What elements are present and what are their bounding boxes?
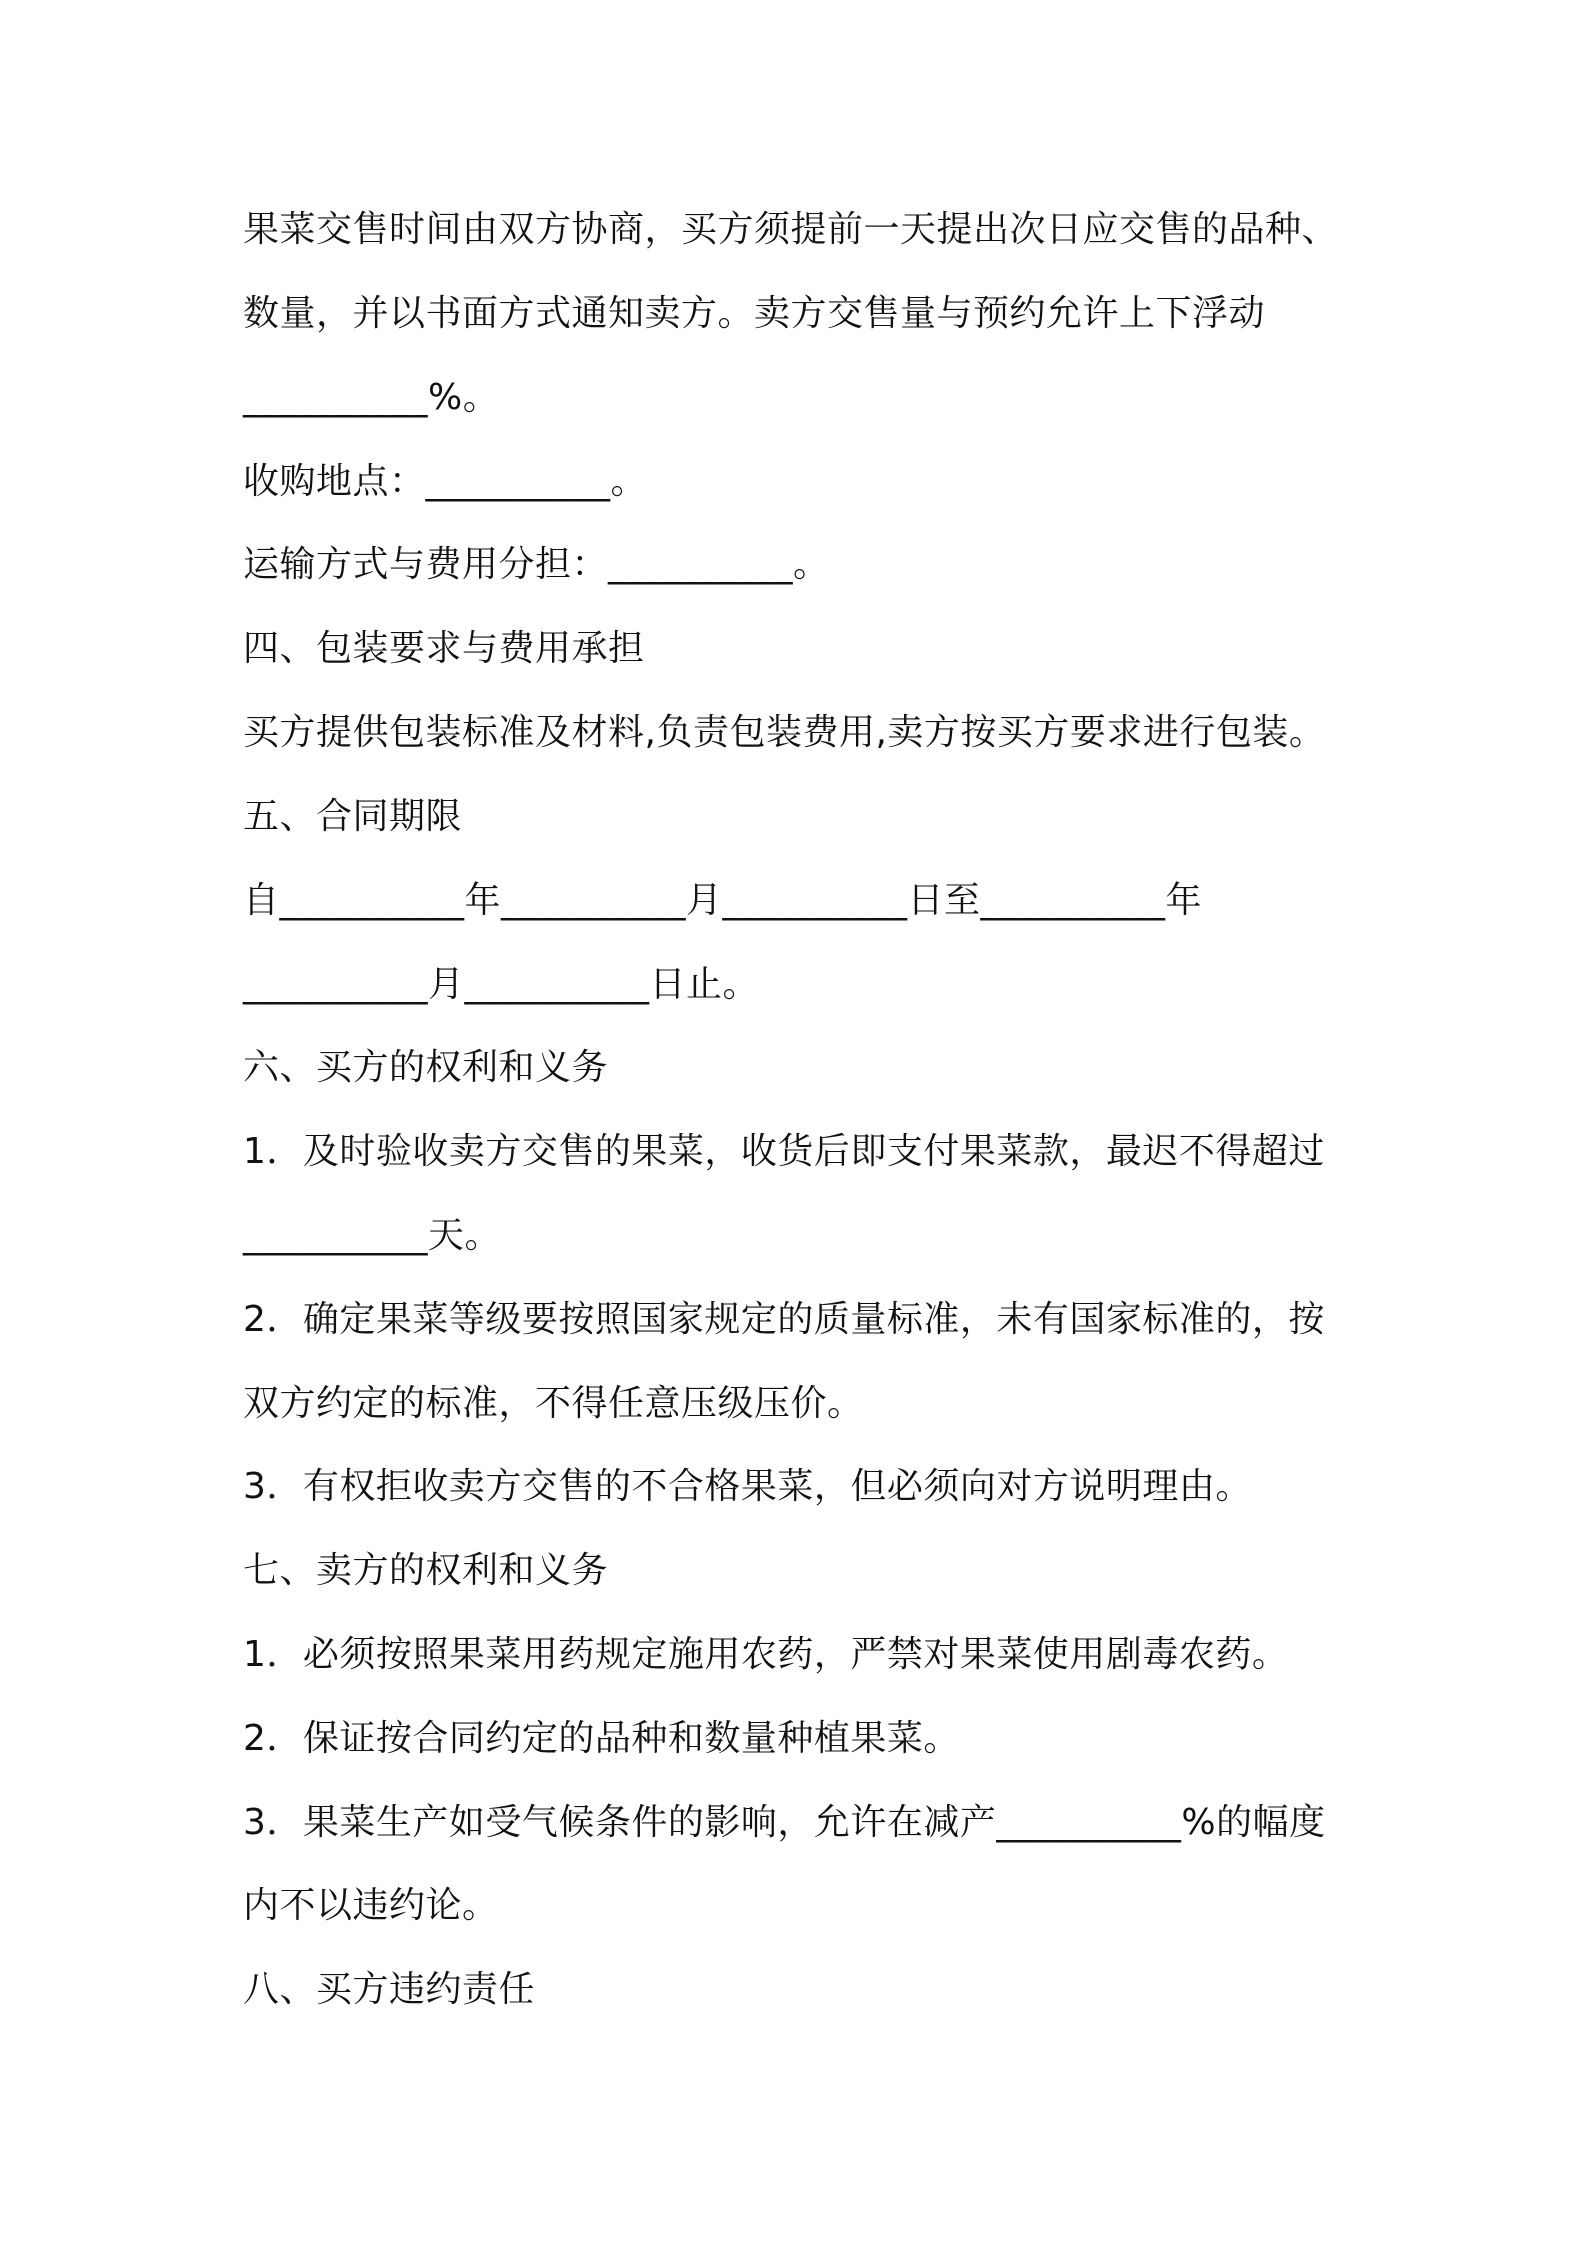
paragraph-line: 果菜交售时间由双方协商，买方须提前一天提出次日应交售的品种、 (243, 209, 1339, 250)
paragraph-line: 内不以违约论。 (243, 1885, 499, 1926)
paragraph-line: 1．必须按照果菜用药规定施用农药，严禁对果菜使用剧毒农药。 (243, 1634, 1289, 1675)
paragraph-line: __________月__________日止。 (243, 964, 760, 1005)
paragraph-line: 运输方式与费用分担：__________。 (243, 544, 830, 585)
paragraph-line: 2．保证按合同约定的品种和数量种植果菜。 (243, 1718, 960, 1759)
paragraph-line: 3．果菜生产如受气候条件的影响，允许在减产__________%的幅度 (243, 1802, 1326, 1843)
paragraph-line: __________%。 (243, 377, 500, 418)
section-heading: 六、买方的权利和义务 (243, 1047, 609, 1088)
paragraph-line: 3．有权拒收卖方交售的不合格果菜，但必须向对方说明理由。 (243, 1466, 1252, 1507)
paragraph-line: 收购地点：__________。 (243, 461, 648, 502)
paragraph-line: 数量，并以书面方式通知卖方。卖方交售量与预约允许上下浮动 (243, 293, 1266, 334)
paragraph-line: 2．确定果菜等级要按照国家规定的质量标准，未有国家标准的，按 (243, 1299, 1325, 1340)
paragraph-line: 自__________年__________月__________日至__________年 (243, 880, 1203, 921)
paragraph-line: 买方提供包装标准及材料,负责包装费用,卖方按买方要求进行包装。 (243, 712, 1326, 753)
paragraph-line: __________天。 (243, 1215, 502, 1256)
paragraph-line: 1．及时验收卖方交售的果菜，收货后即支付果菜款，最迟不得超过 (243, 1131, 1325, 1172)
paragraph-line: 双方约定的标准，不得任意压级压价。 (243, 1383, 864, 1424)
section-heading: 八、买方违约责任 (243, 1969, 536, 2010)
section-heading: 四、包装要求与费用承担 (243, 628, 645, 669)
section-heading: 七、卖方的权利和义务 (243, 1550, 609, 1591)
section-heading: 五、合同期限 (243, 796, 463, 837)
